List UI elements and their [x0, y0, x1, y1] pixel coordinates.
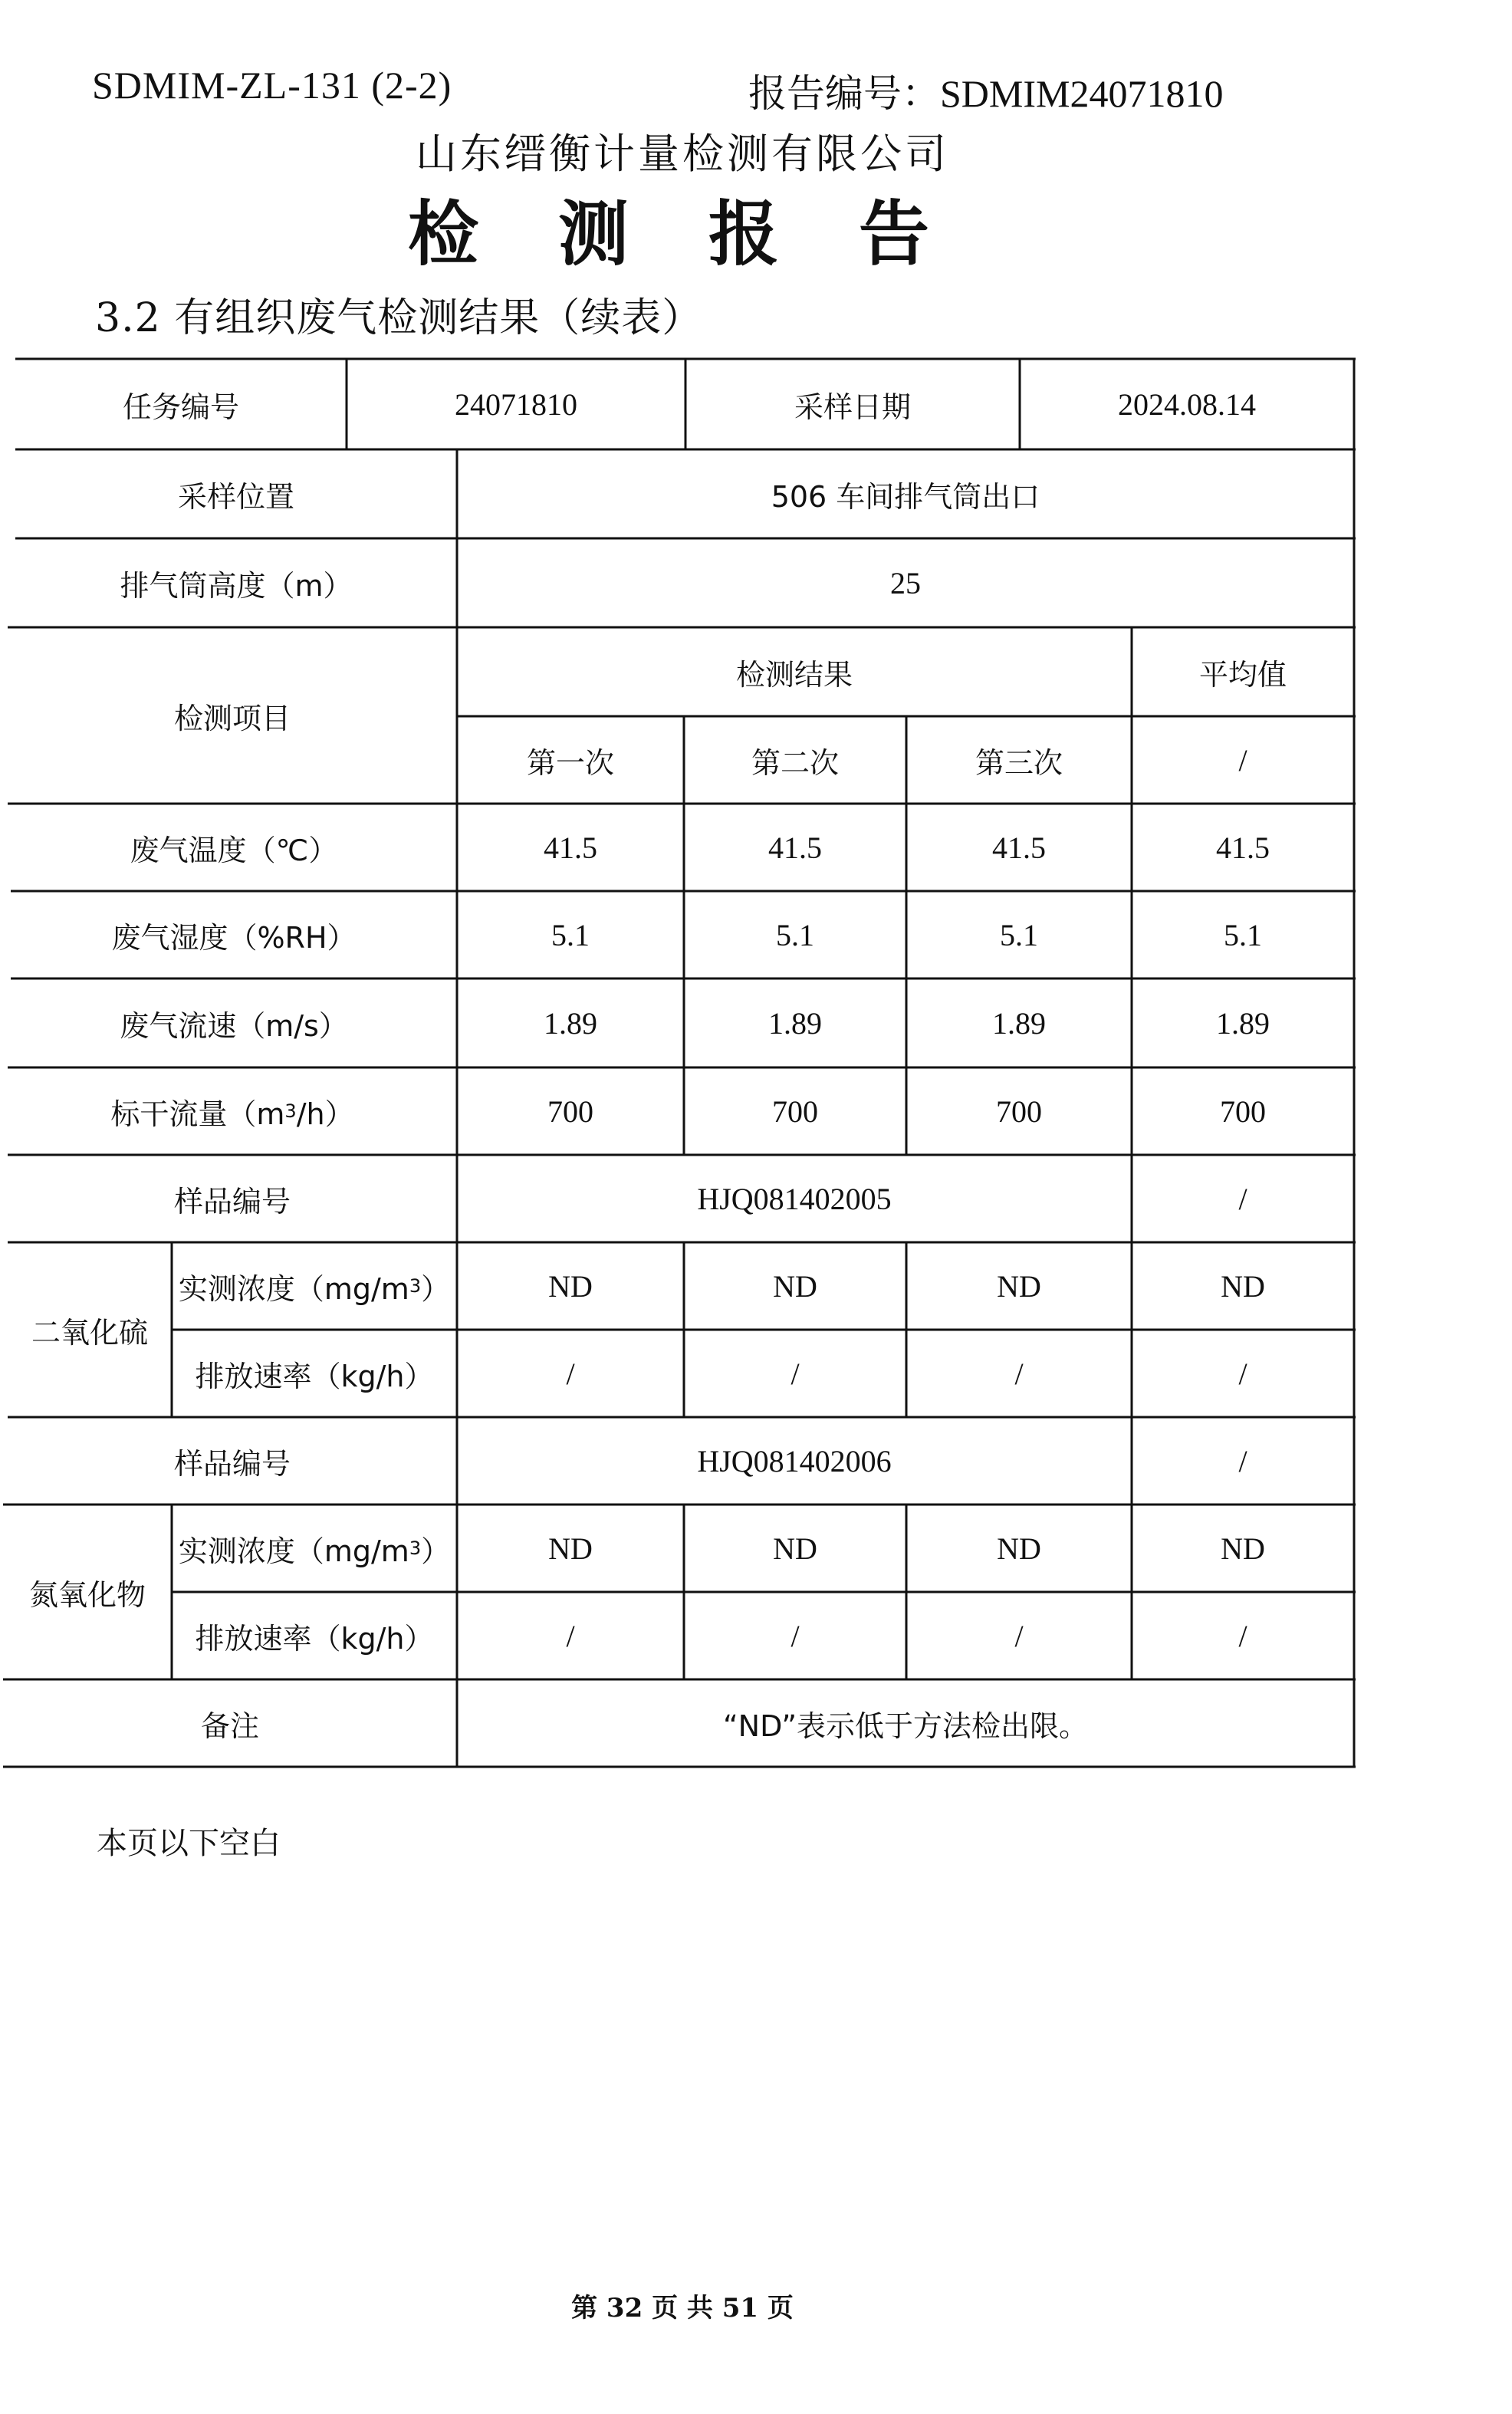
nox-sample-number: HJQ081402006: [697, 1443, 892, 1478]
temperature-run-2: 41.5: [768, 830, 822, 865]
dry-flow-label-prefix: 标干流量（m: [110, 1097, 285, 1131]
so2-concentration-run-3: ND: [997, 1268, 1041, 1304]
flow-velocity-run-2: 1.89: [768, 1005, 822, 1041]
report-number-value: SDMIM24071810: [940, 72, 1224, 115]
so2-concentration-label: [172, 1242, 457, 1330]
so2-concentration-run-2: ND: [773, 1268, 817, 1304]
so2-concentration-run-1: ND: [548, 1268, 593, 1304]
nox-conc-label-sup: 3: [409, 1538, 422, 1559]
task-number-label: 任务编号: [122, 390, 239, 424]
blank-below-note: 本页以下空白: [97, 1826, 281, 1861]
flow-velocity-run-3: 1.89: [992, 1005, 1046, 1041]
form-code: SDMIM-ZL-131 (2-2): [92, 64, 452, 107]
stack-height-label: 排气筒高度（m）: [120, 568, 353, 603]
page-number: 第 32 页 共 51 页: [571, 2293, 794, 2324]
report-number-label: 报告编号：: [748, 72, 940, 115]
humidity-run-1: 5.1: [551, 917, 590, 952]
nox-rate-average: /: [1238, 1618, 1247, 1653]
sampling-location-label: 采样位置: [177, 479, 294, 514]
dry-flow-run-3: 700: [996, 1094, 1042, 1129]
so2-conc-label-prefix: 实测浓度（mg/m: [178, 1271, 409, 1306]
nox-concentration-label: [172, 1505, 457, 1592]
so2-concentration-average: ND: [1221, 1268, 1265, 1304]
run-1-header: 第一次: [526, 745, 614, 780]
test-result-header: 检测结果: [735, 657, 853, 692]
nox-conc-label-prefix: 实测浓度（mg/m: [178, 1534, 409, 1568]
nox-rate-run-2: /: [791, 1618, 800, 1653]
average-header: 平均值: [1198, 657, 1287, 692]
nox-rate-run-3: /: [1014, 1618, 1024, 1653]
nox-concentration-run-2: ND: [773, 1531, 817, 1566]
section-title: 3.2 有组织废气检测结果（续表）: [95, 295, 703, 341]
humidity-average: 5.1: [1224, 917, 1262, 952]
report-title: 检 测 报 告: [407, 193, 958, 275]
dry-flow-average: 700: [1220, 1094, 1266, 1129]
flow-velocity-label: 废气流速（m/s）: [120, 1008, 348, 1043]
nox-conc-label-suffix: ）: [421, 1534, 451, 1568]
remark-text: “ND”表示低于方法检出限。: [722, 1709, 1089, 1743]
humidity-label: 废气湿度（%RH）: [111, 920, 357, 955]
report-number: [748, 63, 1223, 118]
flow-velocity-average: 1.89: [1216, 1005, 1270, 1041]
so2-name: 二氧化硫: [31, 1315, 148, 1350]
average-placeholder: /: [1238, 742, 1247, 778]
temperature-average: 41.5: [1216, 830, 1270, 865]
so2-rate-run-2: /: [791, 1356, 800, 1391]
nox-rate-run-1: /: [566, 1618, 575, 1653]
run-2-header: 第二次: [751, 745, 839, 780]
dry-flow-label-sup: 3: [284, 1100, 297, 1122]
so2-conc-label-sup: 3: [409, 1275, 422, 1297]
so2-rate-label: 排放速率（kg/h）: [195, 1359, 434, 1393]
so2-conc-label-suffix: ）: [421, 1271, 451, 1306]
so2-sample-average: /: [1238, 1181, 1247, 1216]
dry-flow-run-2: 700: [772, 1094, 818, 1129]
temperature-label: 废气温度（℃）: [130, 833, 338, 867]
nox-concentration-run-3: ND: [997, 1531, 1041, 1566]
nox-concentration-run-1: ND: [548, 1531, 593, 1566]
stack-height-value: 25: [890, 565, 921, 600]
sample-date-label: 采样日期: [794, 390, 911, 424]
nox-name: 氮氧化物: [28, 1577, 146, 1612]
nox-sample-label: 样品编号: [173, 1446, 291, 1481]
so2-rate-average: /: [1238, 1356, 1247, 1391]
nox-concentration-average: ND: [1221, 1531, 1265, 1566]
remark-label: 备注: [200, 1709, 259, 1743]
flow-velocity-run-1: 1.89: [544, 1005, 597, 1041]
run-3-header: 第三次: [975, 745, 1063, 780]
test-item-header: 检测项目: [173, 701, 291, 735]
nox-sample-average: /: [1238, 1443, 1247, 1478]
dry-flow-label-suffix: /h）: [296, 1097, 354, 1131]
task-number-value: 24071810: [455, 386, 577, 422]
humidity-run-3: 5.1: [1000, 917, 1038, 952]
so2-sample-number: HJQ081402005: [697, 1181, 892, 1216]
sampling-location-value: 506 车间排气筒出口: [771, 479, 1040, 514]
so2-rate-run-1: /: [566, 1356, 575, 1391]
temperature-run-3: 41.5: [992, 830, 1046, 865]
company-name: 山东缙衡计量检测有限公司: [416, 130, 949, 178]
dry-flow-label: [8, 1067, 457, 1155]
dry-flow-run-1: 700: [547, 1094, 593, 1129]
temperature-run-1: 41.5: [544, 830, 597, 865]
sample-date-value: 2024.08.14: [1118, 386, 1256, 422]
humidity-run-2: 5.1: [776, 917, 814, 952]
so2-sample-label: 样品编号: [173, 1184, 291, 1219]
nox-rate-label: 排放速率（kg/h）: [195, 1621, 434, 1656]
so2-rate-run-3: /: [1014, 1356, 1024, 1391]
